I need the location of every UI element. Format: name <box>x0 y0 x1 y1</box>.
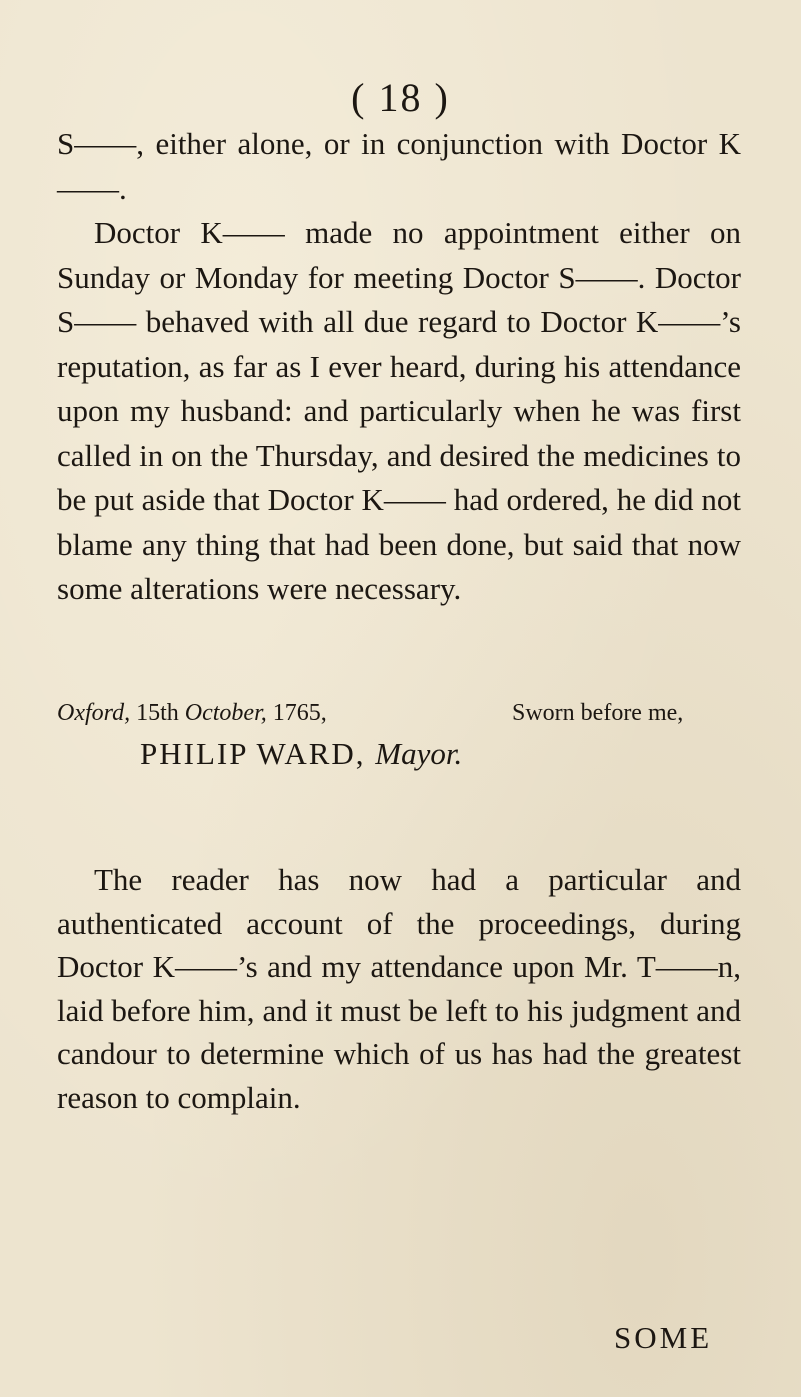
conclusion-text: The reader has now had a particular and authenticated account of the proceedings, during Doctor K——’s and my attendance upon Mr. T——n, laid before him, and it must be left to his judgment and candour to determine which of us has had the greatest reason to complain. <box>57 862 741 1115</box>
attestation-place: Oxford, <box>57 700 131 726</box>
sworn-before-text: Sworn before me, <box>512 700 684 726</box>
attestation-month: October, <box>184 700 267 726</box>
attestation-line <box>57 698 741 728</box>
attestation-year: 1765, <box>272 700 327 726</box>
page-number: ( 18 ) <box>351 75 450 120</box>
deposition-paragraph: Doctor K—— made no appointment either on Sunday or Monday for meeting Doctor S——. Doctor S—— behaved with all due regard to Doctor K——’s reputation, as far as I ever heard, during his attendance upon my husband: and particularly when he was first called in on the Thursday, and desired the medicines to be put aside that Doctor K—— had ordered, he did not blame any thing that had been done, but said that now some alterations were necessary. <box>57 215 741 606</box>
deposition-line-1: S——, either alone, or in conjunction with Doctor K——. <box>57 126 741 206</box>
signature-block <box>140 736 462 772</box>
deposition-text <box>57 122 741 612</box>
signatory-title: Mayor. <box>375 736 463 771</box>
attestation-day: 15th <box>136 700 179 726</box>
signatory-name: PHILIP WARD, <box>140 736 366 771</box>
catchword: SOME <box>614 1320 713 1355</box>
conclusion-paragraph <box>57 858 741 1119</box>
